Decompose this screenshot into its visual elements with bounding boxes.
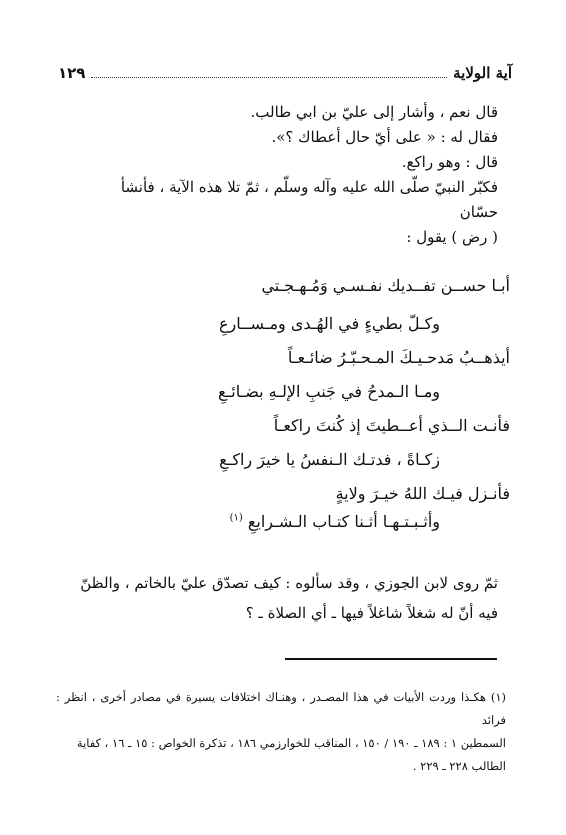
prose-line: ثمّ روى لابن الجوزي ، وقد سألوه : كيف تصدّق عليّ بالخاتم ، والظنّ [80,574,498,592]
poem-verse-text: وأثـبـتـهـا أثـنا كتـاب الـشـرايعِ [247,512,440,531]
footnote-line: السمطين ١ : ١٨٩ ـ ١٩٠ / ١٥٠ ، المناقب للخوارزمي ١٨٦ ، تذكرة الخواص : ١٥ ـ ١٦ ، كفاية [76,736,506,750]
prose-line: فقال له : « على أيّ حال أعطاك ؟». [271,128,498,146]
poem-verse: ومـا الـمدحُ في جَنبِ الإلـهِ بضـائـعِ [218,382,440,401]
poem-verse: وكـلّ بطيءٍ في الهُـدى ومـســارعِ [219,314,440,333]
poem-verse: أبـا حســن تفــديك نفـسـي وَمُـهـجـتي [261,276,510,295]
footnote [56,686,506,778]
poem-verse: فأنـزل فيـك اللهُ خيـرَ ولايةٍ [335,484,510,503]
closing-prose [78,568,498,628]
prose-line: فكبّر النبيّ صلّى الله عليه وآله وسلّم ، ثمّ تلا هذه الآية ، فأنشأ حسّان [120,178,498,221]
prose-block [78,100,498,250]
prose-line: قال نعم ، وأشار إلى عليّ بن ابي طالب. [250,103,498,121]
poem-verse: أيذهــبُ مَدحـيـكَ المـحـبّـرُ ضائـعـاً [287,348,510,367]
prose-line: قال : وهو راكع. [401,153,498,171]
poem-verse: فأنـت الــذي أعــطيتَ إذ كُنتَ راكعـاً [273,416,510,435]
prose-line: ( رض ) يقول : [406,228,498,246]
page-number: ١٢٩ [58,64,86,82]
running-header [58,64,512,86]
leader-dots [91,65,447,78]
poem-verse: زكـاةً ، فدتـك الـنفسُ يا خيرَ راكـعِ [219,450,440,469]
running-title: آية الولاية [453,64,512,82]
footnote-ref: (١) [229,512,243,524]
footnote-divider [285,658,497,660]
footnote-line: الطالب ٢٢٨ ـ ٢٢٩ . [412,759,506,773]
prose-line: فيه أنّ له شغلاً شاغلاً فيها ـ أي الصلاة ـ ؟ [245,604,498,622]
poem-verse-last [230,512,440,531]
footnote-line: (١) هكـذا وردت الأبيات في هذا المصـدر ، وهنـاك اختلافات يسيرة في مصادر أخرى ، انظر : فرائد [56,690,506,727]
